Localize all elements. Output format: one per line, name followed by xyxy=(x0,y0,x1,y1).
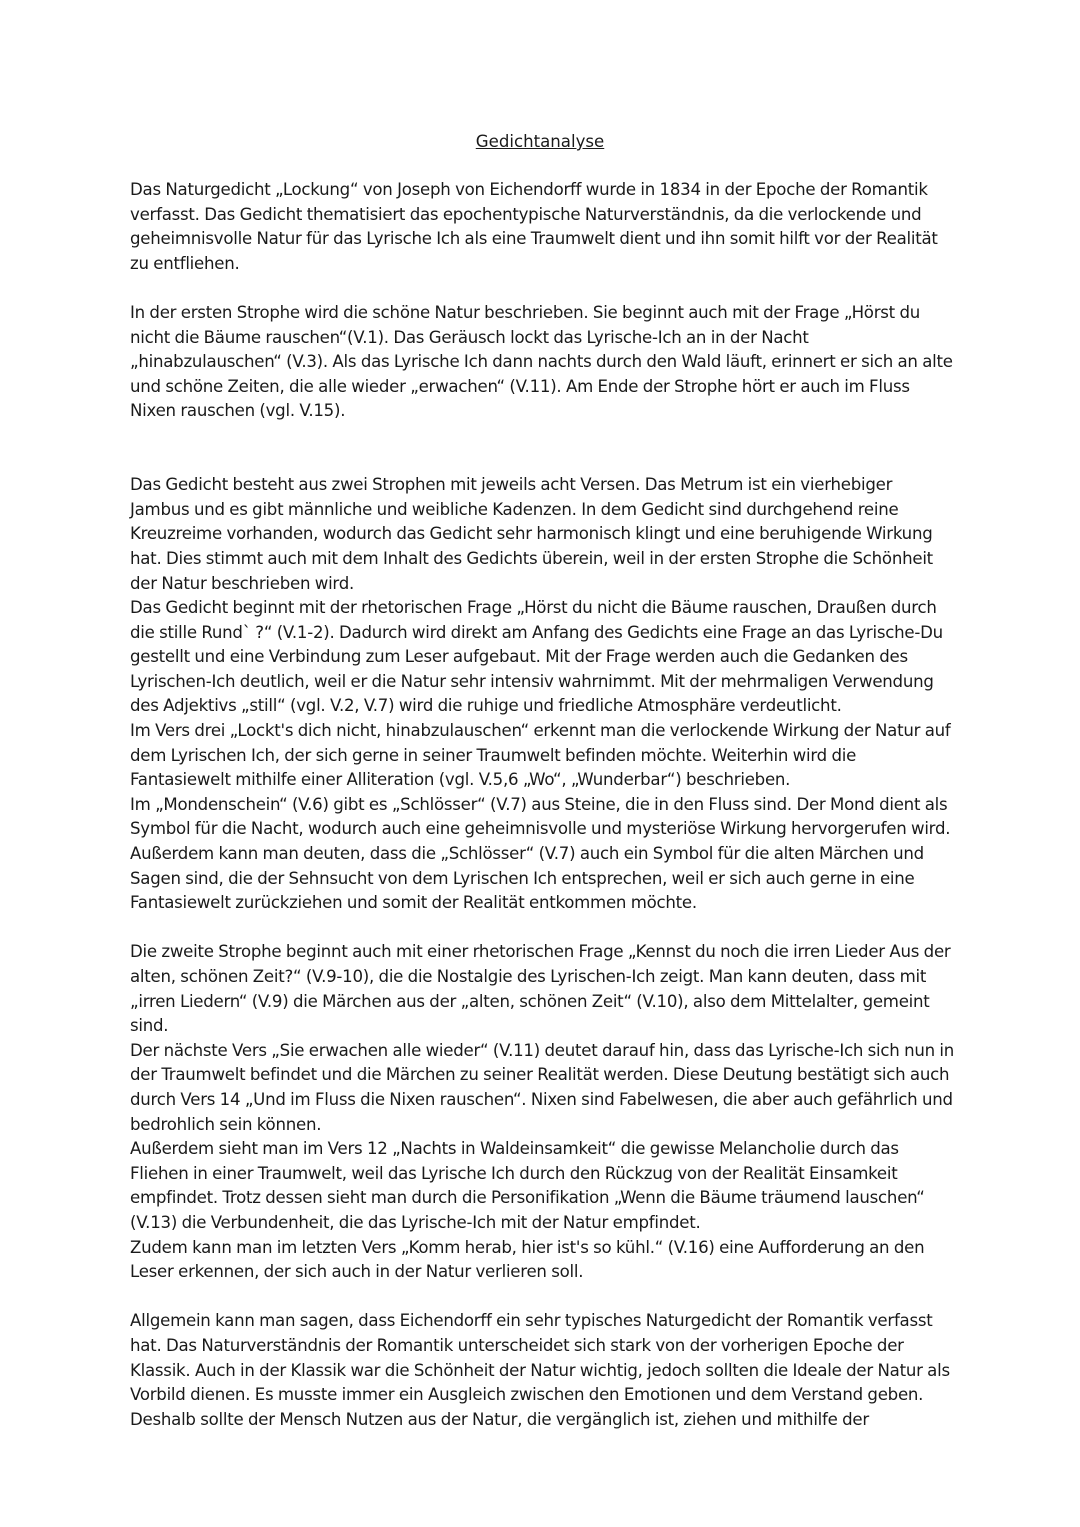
paragraph-melancholy: Außerdem sieht man im Vers 12 „Nachts in Waldeinsamkeit“ die gewisse Melancholie durch das Fliehen in einer Traumwelt, weil das Lyrische Ich durch den Rückzug von der Realität Einsamkeit empfindet. Trotz dessen sieht man durch die Personifikation „Wenn die Bäume träumend lauschen“ (V.13) die Verbundenheit, die das Lyrische-Ich mit der Natur empfindet. xyxy=(130,1139,925,1232)
paragraph-second-stanza: Die zweite Strophe beginnt auch mit einer rhetorischen Frage „Kennst du noch die irren Lieder Aus der alten, schönen Zeit?“ (V.9-10), die die Nostalgie des Lyrischen-Ich zeigt. Man kann deuten, dass mit „irren Liedern“ (V.9) die Märchen aus der „alten, schönen Zeit“ (V.10), also dem Mittelalter, gemeint sind. xyxy=(130,942,951,1036)
paragraph-content-summary: In der ersten Strophe wird die schöne Natur beschrieben. Sie beginnt auch mit der Frage „Hörst du nicht die Bäume rauschen“(V.1). Das Geräusch lockt das Lyrische-Ich an in der Nacht „hinabzulauschen“ (V.3). Als das Lyrische Ich dann nachts durch den Wald läuft, erinnert er sich an alte und schöne Zeiten, die alle wieder „erwachen“ (V.11). Am Ende der Strophe hört er auch im Fluss Nixen rauschen (vgl. V.15). xyxy=(130,302,953,421)
document-body xyxy=(130,178,956,1432)
paragraph-rhetorical-question: Das Gedicht beginnt mit der rhetorischen Frage „Hörst du nicht die Bäume rauschen, Draußen durch die stille Rund` ?“ (V.1-2). Dadurch wird direkt am Anfang des Gedichts eine Frage an das Lyrische-Du gestellt und eine Verbindung zum Leser aufgebaut. Mit der Frage werden auch die Gedanken des Lyrischen-Ich deutlich, weil er die Natur sehr intensiv wahrnimmt. Mit der mehrmaligen Verwendung des Adjektivs „still“ (vgl. V.2, V.7) wird die ruhige und friedliche Atmosphäre verdeutlicht. xyxy=(130,598,943,716)
paragraph-next-verse: Der nächste Vers „Sie erwachen alle wieder“ (V.11) deutet darauf hin, dass das Lyrische-Ich sich nun in der Traumwelt befindet und die Märchen zu seiner Realität werden. Diese Deutung bestätigt sich auch durch Vers 14 „Und im Fluss die Nixen rauschen“. Nixen sind Fabelwesen, die aber auch gefährlich und bedrohlich sein können. xyxy=(130,1040,955,1134)
paragraph-introduction: Das Naturgedicht „Lockung“ von Joseph von Eichendorff wurde in 1834 in der Epoche der Romantik verfasst. Das Gedicht thematisiert das epochentypische Naturverständnis, da die verlockende und geheimnisvolle Natur für das Lyrische Ich als eine Traumwelt dient und ihn somit hilft vor der Realität zu entfliehen. xyxy=(130,180,938,273)
paragraph-form-analysis: Das Gedicht besteht aus zwei Strophen mit jeweils acht Versen. Das Metrum ist ein vierhebiger Jambus und es gibt männliche und weibliche Kadenzen. In dem Gedicht sind durchgehend reine Kreuzreime vorhanden, wodurch das Gedicht sehr harmonisch klingt und eine beruhigende Wirkung hat. Dies stimmt auch mit dem Inhalt des Gedichts überein, weil in der ersten Strophe die Schönheit der Natur beschrieben wird. xyxy=(130,475,933,593)
paragraph-conclusion: Allgemein kann man sagen, dass Eichendorff ein sehr typisches Naturgedicht der Romantik verfasst hat. Das Naturverständnis der Romantik unterscheidet sich stark von der vorherigen Epoche der Klassik. Auch in der Klassik war die Schönheit der Natur wichtig, jedoch sollten die Ideale der Natur als Vorbild dienen. Es musste immer ein Ausgleich zwischen den Emotionen und dem Verstand geben. Deshalb sollte der Mensch Nutzen aus der Natur, die vergänglich ist, ziehen und mithilfe der xyxy=(130,1311,950,1429)
paragraph-last-verse: Zudem kann man im letzten Vers „Komm herab, hier ist's so kühl.“ (V.16) eine Aufforderung an den Leser erkennen, der sich auch in der Natur verlieren soll. xyxy=(130,1237,925,1282)
paragraph-moonlight: Im „Mondenschein“ (V.6) gibt es „Schlösser“ (V.7) aus Steine, die in den Fluss sind. Der Mond dient als Symbol für die Nacht, wodurch auch eine geheimnisvolle und mysteriöse Wirkung hervorgerufen wird. Außerdem kann man deuten, dass die „Schlösser“ (V.7) auch ein Symbol für die alten Märchen und Sagen sind, die der Sehnsucht von dem Lyrischen Ich entsprechen, weil er sich auch gerne in eine Fantasiewelt zurückziehen und somit der Realität entkommen möchte. xyxy=(130,794,951,913)
paragraph-verse-three: Im Vers drei „Lockt's dich nicht, hinabzulauschen“ erkennt man die verlockende Wirkung der Natur auf dem Lyrischen Ich, der sich gerne in seiner Traumwelt befinden möchte. Weiterhin wird die Fantasiewelt mithilfe einer Alliteration (vgl. V.5,6 „Wo“, „Wunderbar“) beschrieben. xyxy=(130,721,951,790)
document-title: Gedichtanalyse xyxy=(475,132,605,151)
